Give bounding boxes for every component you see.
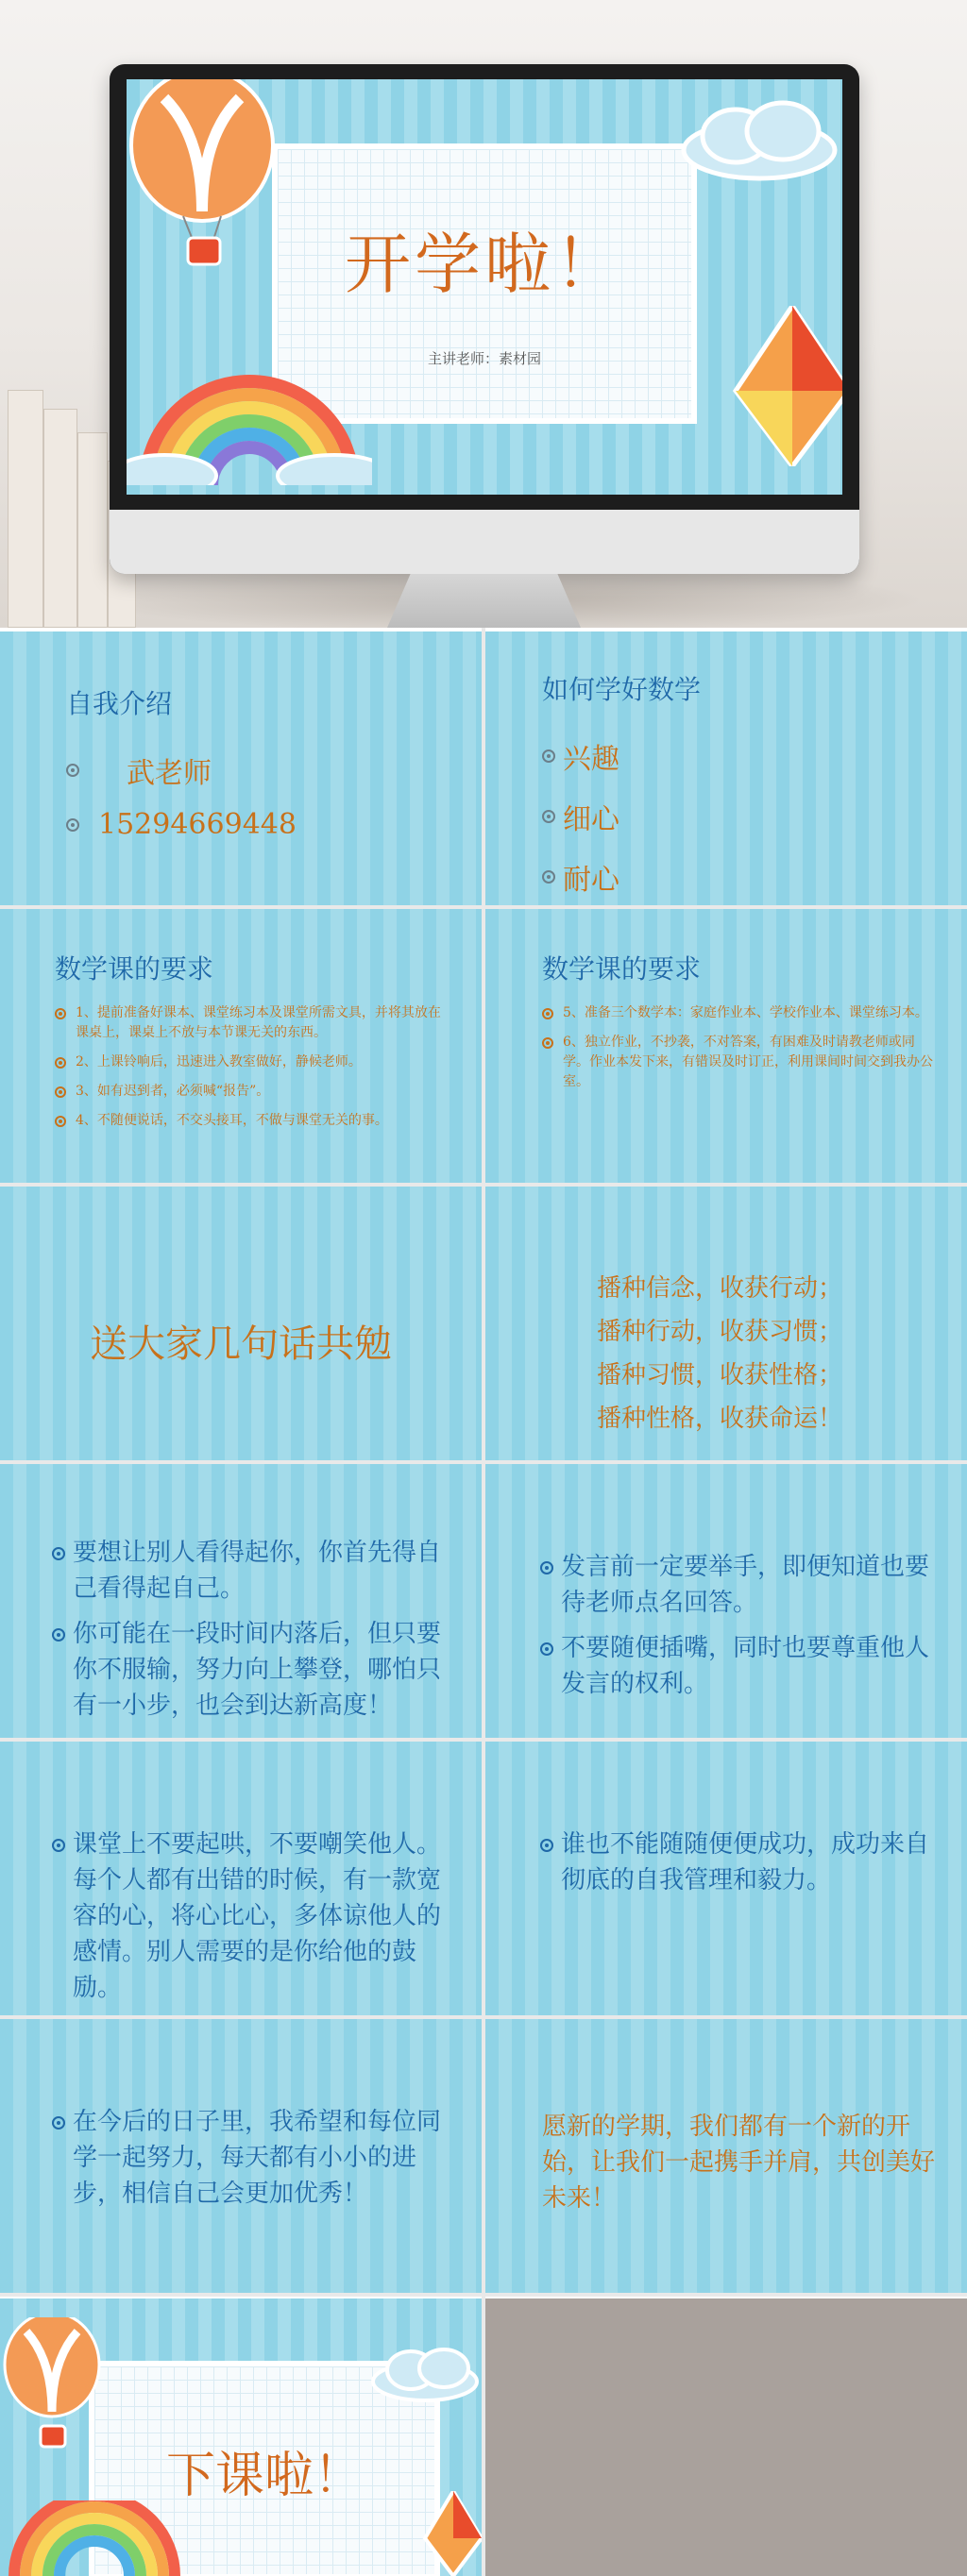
list-item-text: 耐心 bbox=[563, 864, 619, 897]
monitor-stand bbox=[387, 574, 581, 628]
list-item bbox=[542, 735, 619, 777]
poem-line: 播种性格，收获命运！ bbox=[597, 1405, 843, 1433]
rainbow-icon bbox=[0, 2500, 189, 2576]
list-item bbox=[55, 1052, 451, 1072]
list-item-text: 2、上课铃响后，迅速进入教室做好，静候老师。 bbox=[76, 1054, 362, 1069]
list-item bbox=[52, 1535, 449, 1607]
bullet-icon bbox=[52, 2116, 65, 2130]
list-item-text: 课堂上不要起哄，不要嘲笑他人。每个人都有出错的时候，有一款宽容的心，将心比心，多体谅他人的感情。别人需要的是你给他的鼓励。 bbox=[73, 1830, 442, 2002]
hero-section bbox=[0, 0, 967, 628]
list-item bbox=[66, 749, 297, 791]
bullet-icon bbox=[540, 1642, 553, 1656]
bullet-icon bbox=[542, 810, 555, 823]
list-item bbox=[542, 856, 619, 898]
list-item bbox=[542, 1033, 939, 1092]
paragraph-list bbox=[52, 2104, 449, 2221]
list-item-text: 5、准备三个数学本：家庭作业本、学校作业本、课堂练习本。 bbox=[563, 1005, 928, 1020]
paragraph-list bbox=[540, 1827, 937, 1908]
list-item bbox=[540, 1827, 937, 1898]
bullet-icon bbox=[542, 870, 555, 884]
list-item-text: 4、不随便说话，不交头接耳，不做与课堂无关的事。 bbox=[76, 1113, 388, 1128]
hot-air-balloon-icon bbox=[127, 79, 297, 278]
list-item bbox=[540, 1630, 937, 1702]
bullet-icon bbox=[55, 1086, 66, 1098]
slide-how-to-learn-math bbox=[485, 631, 967, 905]
slide-success bbox=[485, 1742, 967, 2015]
presenter-subtitle: 主讲老师：素材园 bbox=[427, 350, 541, 367]
kite-icon bbox=[731, 306, 842, 466]
list-item bbox=[542, 1003, 939, 1023]
list-item-text: 3、如有迟到者，必须喊“报告”。 bbox=[76, 1084, 270, 1099]
bullet-icon bbox=[52, 1547, 65, 1560]
poem-lines bbox=[597, 1267, 842, 1440]
slide-speaking-rules bbox=[485, 1464, 967, 1738]
list-item-text: 要想让别人看得起你，你首先得自己看得起自己。 bbox=[73, 1539, 442, 1603]
list-item-text: 细心 bbox=[563, 803, 619, 836]
slide-hope bbox=[0, 2019, 482, 2293]
monitor-chin bbox=[110, 510, 859, 574]
slide-encouragement bbox=[0, 1464, 482, 1738]
intro-list bbox=[66, 749, 297, 858]
closing-title: 下课啦！ bbox=[165, 2448, 363, 2504]
paragraph-list bbox=[52, 1535, 449, 1733]
empty-area bbox=[485, 2298, 967, 2576]
list-item bbox=[542, 796, 619, 837]
list-item-text: 谁也不能随随便便成功，成功来自彻底的自我管理和毅力。 bbox=[561, 1830, 930, 1894]
list-item-text: 在今后的日子里，我希望和每位同学一起努力，每天都有小小的进步，相信自己会更加优秀！ bbox=[73, 2108, 442, 2208]
list-item bbox=[540, 1549, 937, 1621]
list-item-text: 发言前一定要举手，即便知道也要待老师点名回答。 bbox=[561, 1553, 930, 1617]
bullet-icon bbox=[55, 1008, 66, 1019]
list-item-text: 不要随便插嘴，同时也要尊重他人发言的权利。 bbox=[561, 1634, 930, 1698]
slide-class-rules-1 bbox=[0, 909, 482, 1183]
cloud-icon bbox=[368, 2346, 482, 2402]
bullet-icon bbox=[542, 1008, 553, 1019]
closing-message: 愿新的学期，我们都有一个新的开始，让我们一起携手并肩，共创美好未来！ bbox=[542, 2113, 936, 2213]
bullet-icon bbox=[66, 764, 79, 777]
bullet-icon bbox=[542, 1037, 553, 1049]
list-item bbox=[52, 1616, 449, 1724]
bullet-icon bbox=[52, 1628, 65, 1642]
slide-new-semester bbox=[485, 2019, 967, 2293]
rules-list bbox=[55, 1003, 451, 1140]
bullet-icon bbox=[540, 1561, 553, 1574]
bullet-icon bbox=[540, 1839, 553, 1852]
list-item-text: 兴趣 bbox=[563, 743, 619, 776]
list-item-text: 你可能在一段时间内落后，但只要你不服输，努力向上攀登，哪怕只有一小步，也会到达新高度！ bbox=[73, 1620, 442, 1720]
bullet-icon bbox=[542, 749, 555, 763]
poem-line: 播种行动，收获习惯； bbox=[597, 1318, 843, 1346]
row-divider bbox=[0, 2293, 967, 2297]
poem-line: 播种信念，收获行动； bbox=[597, 1274, 843, 1303]
slide-title: 数学课的要求 bbox=[542, 953, 702, 985]
slide-quote-poem bbox=[485, 1187, 967, 1460]
phone-number: 15294669448 bbox=[98, 808, 297, 841]
paragraph-list bbox=[52, 1827, 449, 2015]
page-title: 开学啦！ bbox=[345, 226, 624, 303]
slide-class-over bbox=[0, 2298, 482, 2576]
list-item bbox=[52, 1827, 449, 2006]
slide-title: 数学课的要求 bbox=[55, 953, 214, 985]
slide-quotes-intro bbox=[0, 1187, 482, 1460]
rules-list bbox=[542, 1003, 939, 1102]
bullet-icon bbox=[55, 1116, 66, 1127]
teacher-name: 武老师 bbox=[127, 757, 212, 790]
slide-title: 自我介绍 bbox=[66, 688, 173, 719]
bullet-icon bbox=[55, 1057, 66, 1069]
list-item-text: 6、独立作业，不抄袭，不对答案，有困难及时请教老师或同学。作业本发下来，有错误及时订正，利用课间时间交到我办公室。 bbox=[563, 1035, 933, 1089]
list-item-text: 1、提前准备好课本、课堂练习本及课堂所需文具，并将其放在课桌上，课桌上不放与本节课无关的东西。 bbox=[76, 1005, 441, 1040]
slide-tolerance bbox=[0, 1742, 482, 2015]
paragraph-list bbox=[540, 1549, 937, 1711]
list-item bbox=[55, 1082, 451, 1102]
list-item bbox=[52, 2104, 449, 2212]
bullet-icon bbox=[52, 1839, 65, 1852]
bullet-icon bbox=[66, 818, 79, 832]
slide-title: 如何学好数学 bbox=[542, 674, 702, 705]
slide-self-intro bbox=[0, 631, 482, 905]
list-item bbox=[55, 1111, 451, 1131]
poem-line: 播种习惯，收获性格； bbox=[597, 1361, 843, 1389]
tips-list bbox=[542, 735, 619, 905]
title-slide-screen bbox=[127, 79, 842, 495]
list-item bbox=[55, 1003, 451, 1043]
list-item bbox=[66, 808, 297, 841]
slide-title: 送大家几句话共勉 bbox=[90, 1322, 392, 1366]
cloud-icon bbox=[679, 98, 840, 183]
slide-class-rules-2 bbox=[485, 909, 967, 1183]
